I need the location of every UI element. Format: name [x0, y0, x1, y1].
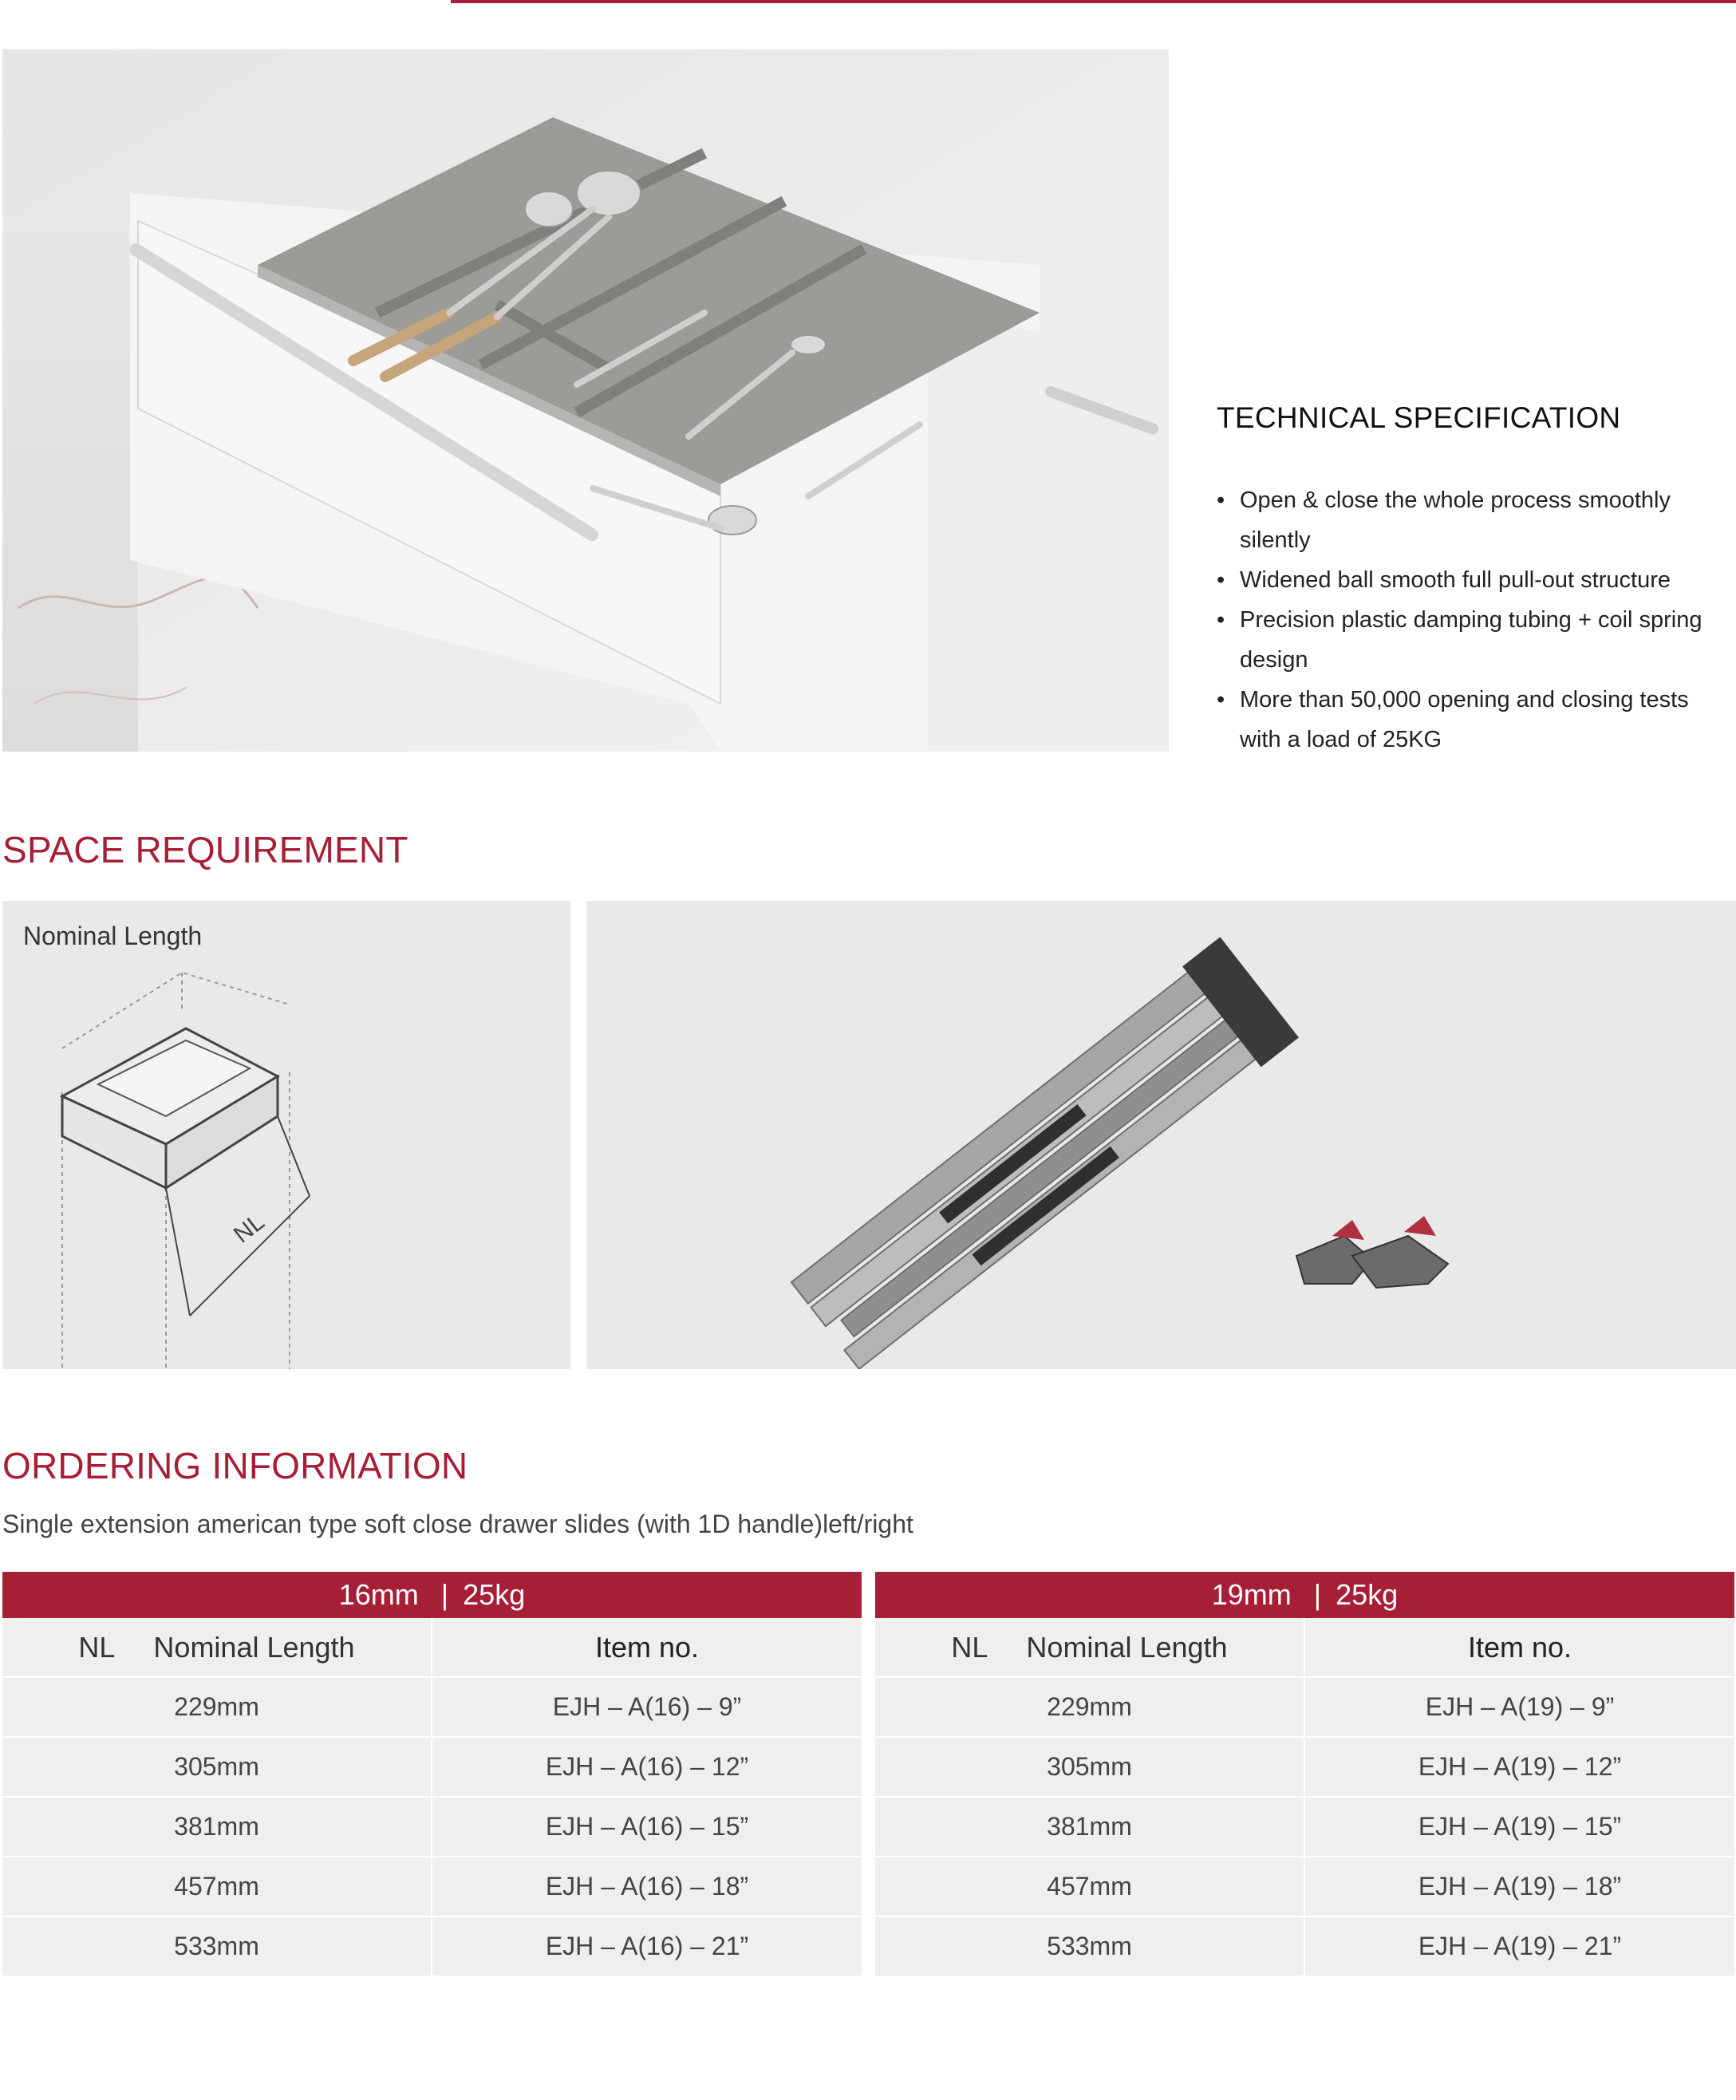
table-row — [2, 1917, 862, 1977]
length-cell: 457mm — [2, 1857, 432, 1916]
spec-list — [1217, 480, 1727, 760]
spec-item: • More than 50,000 opening and closing tests with a load of 25KG — [1217, 680, 1727, 760]
column-header-row — [2, 1618, 862, 1678]
drawer-slides-product-photo — [586, 901, 1736, 1369]
table-row — [2, 1857, 862, 1917]
item-cell: EJH – A(16) – 18” — [545, 1872, 749, 1901]
ordering-subtitle: Single extension american type soft close drawer slides (with 1D handle)left/right — [2, 1510, 913, 1538]
header-separator: | — [1313, 1578, 1322, 1611]
table-row — [875, 1857, 1734, 1917]
load-label: 25kg — [463, 1578, 526, 1611]
spec-item: • Precision plastic damping tubing + coil spring design — [1217, 600, 1727, 680]
col-nominal-length: Nominal Length — [1026, 1630, 1228, 1664]
spec-item: • Open & close the whole process smoothly silently — [1217, 480, 1727, 560]
drawer-product-photo — [2, 49, 1169, 752]
item-cell: EJH – A(16) – 21” — [545, 1932, 749, 1960]
ordering-table-19mm — [875, 1572, 1734, 1977]
length-cell: 305mm — [2, 1738, 432, 1796]
space-requirement-title: SPACE REQUIREMENT — [2, 829, 408, 870]
length-cell: 229mm — [875, 1678, 1305, 1736]
item-cell: EJH – A(19) – 21” — [1418, 1932, 1622, 1960]
item-cell: EJH – A(16) – 12” — [545, 1752, 749, 1781]
item-cell: EJH – A(19) – 18” — [1418, 1872, 1622, 1901]
table-row — [875, 1738, 1734, 1798]
thickness-label: 16mm — [338, 1578, 419, 1611]
item-cell: EJH – A(19) – 12” — [1418, 1752, 1622, 1781]
column-header-row — [875, 1618, 1734, 1678]
table-row — [2, 1798, 862, 1857]
length-cell: 533mm — [875, 1917, 1305, 1976]
table-row — [875, 1678, 1734, 1738]
length-cell: 305mm — [875, 1738, 1305, 1796]
table-row — [875, 1798, 1734, 1857]
drawer-dimension-diagram — [2, 901, 570, 1369]
col-nominal-length: Nominal Length — [153, 1630, 355, 1664]
col-item-no: Item no. — [594, 1630, 700, 1664]
nominal-length-label: Nominal Length — [23, 922, 203, 950]
ordering-table-16mm — [2, 1572, 862, 1977]
table-row — [2, 1678, 862, 1738]
table-header-bar — [2, 1572, 862, 1618]
item-cell: EJH – A(16) – 9” — [552, 1692, 742, 1721]
top-accent-line — [451, 0, 1736, 3]
spec-item: • Widened ball smooth full pull-out structure — [1217, 560, 1727, 600]
length-cell: 229mm — [2, 1678, 432, 1736]
load-label: 25kg — [1336, 1578, 1399, 1611]
item-cell: EJH – A(19) – 15” — [1418, 1812, 1622, 1841]
length-cell: 533mm — [2, 1917, 432, 1976]
length-cell: 381mm — [875, 1798, 1305, 1856]
thickness-label: 19mm — [1211, 1578, 1292, 1611]
header-separator: | — [440, 1578, 449, 1611]
table-row — [2, 1738, 862, 1798]
length-cell: 457mm — [875, 1857, 1305, 1916]
col-nl: NL — [951, 1630, 988, 1664]
item-cell: EJH – A(19) – 9” — [1425, 1692, 1615, 1721]
technical-specification-title: TECHNICAL SPECIFICATION — [1217, 401, 1621, 434]
nl-dimension-label: NL — [228, 1208, 270, 1249]
table-row — [875, 1917, 1734, 1977]
col-item-no: Item no. — [1467, 1630, 1572, 1664]
table-header-bar — [875, 1572, 1734, 1618]
ordering-information-title: ORDERING INFORMATION — [2, 1445, 468, 1486]
length-cell: 381mm — [2, 1798, 432, 1856]
col-nl: NL — [78, 1630, 116, 1664]
item-cell: EJH – A(16) – 15” — [545, 1812, 749, 1841]
